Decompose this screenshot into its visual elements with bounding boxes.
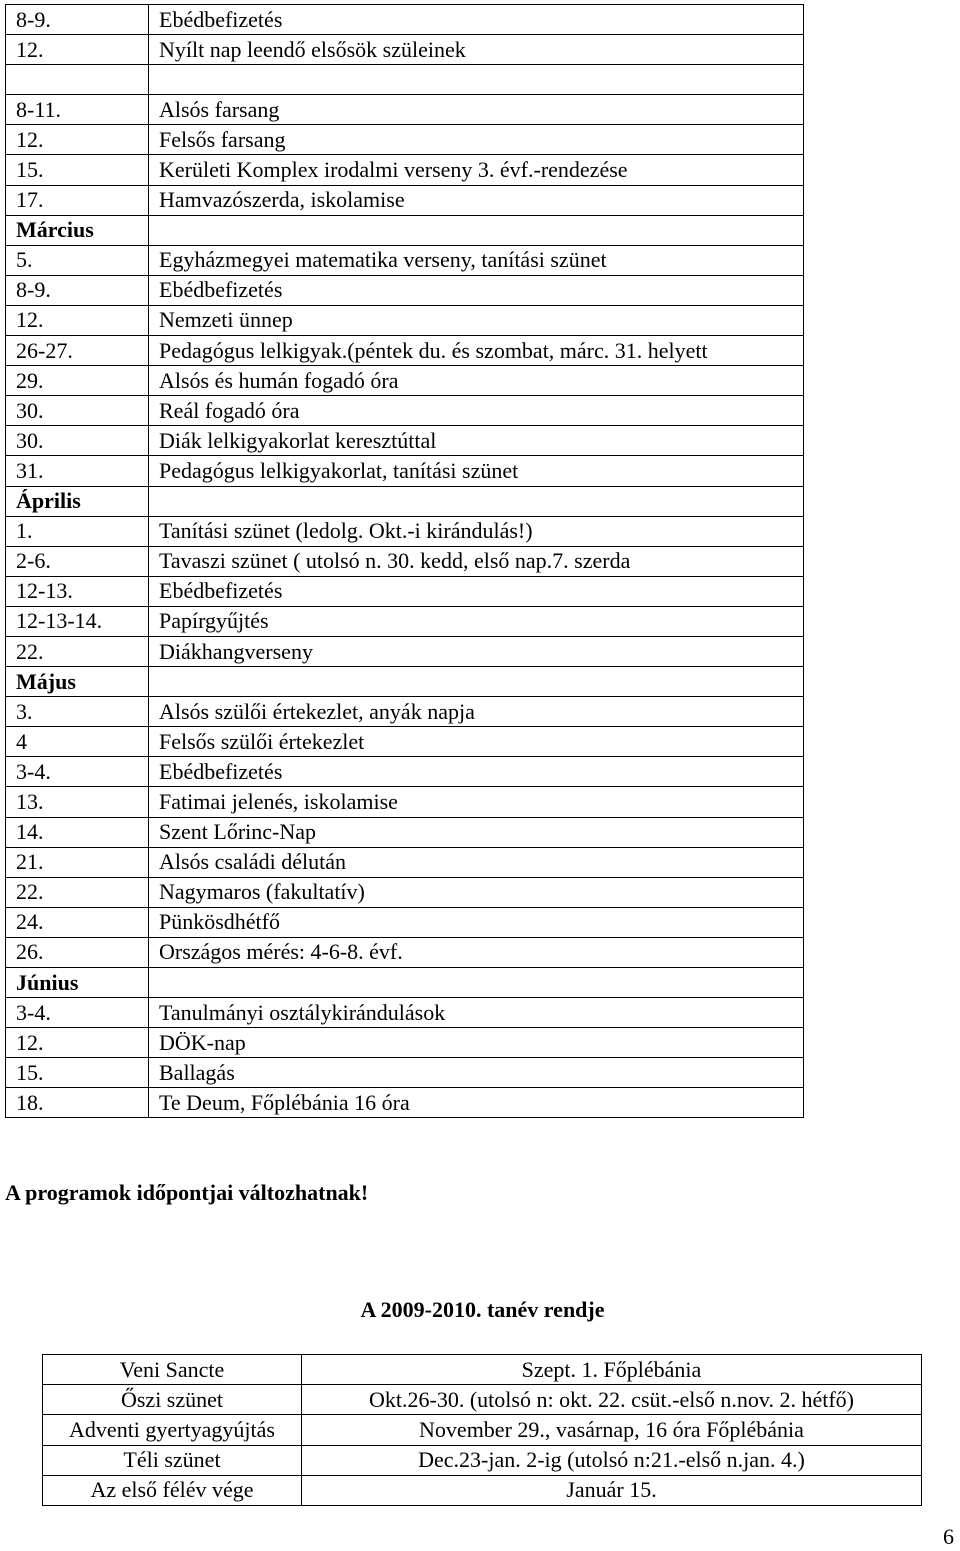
period-value: Január 15.	[302, 1475, 922, 1505]
month-header-row	[6, 215, 804, 245]
event-date: 4	[6, 727, 149, 757]
event-name	[149, 968, 804, 998]
event-name: Ballagás	[149, 1058, 804, 1088]
event-name	[149, 486, 804, 516]
table-row	[6, 636, 804, 666]
event-date: 8-9.	[6, 275, 149, 305]
event-name: Pünkösdhétfő	[149, 907, 804, 937]
table-row	[6, 65, 804, 95]
event-name: Alsós családi délután	[149, 847, 804, 877]
event-date: 8-9.	[6, 5, 149, 35]
table-row	[6, 185, 804, 215]
event-date: 12-13.	[6, 576, 149, 606]
event-date: 31.	[6, 456, 149, 486]
table-row	[43, 1385, 922, 1415]
table-row	[6, 516, 804, 546]
event-date: 14.	[6, 817, 149, 847]
event-name: Ebédbefizetés	[149, 275, 804, 305]
event-name: DÖK-nap	[149, 1028, 804, 1058]
period-value: Szept. 1. Főplébánia	[302, 1355, 922, 1385]
event-name: Szent Lőrinc-Nap	[149, 817, 804, 847]
period-label: Adventi gyertyagyújtás	[43, 1415, 302, 1445]
event-name: Papírgyűjtés	[149, 606, 804, 636]
event-name: Alsós farsang	[149, 95, 804, 125]
event-name: Alsós szülői értekezlet, anyák napja	[149, 697, 804, 727]
event-date: 8-11.	[6, 95, 149, 125]
event-date: 29.	[6, 366, 149, 396]
month-name: Március	[6, 215, 149, 245]
table-row	[6, 757, 804, 787]
event-name: Kerületi Komplex irodalmi verseny 3. évf.-rendezése	[149, 155, 804, 185]
event-date: 26-27.	[6, 336, 149, 366]
table-row	[6, 907, 804, 937]
event-date: 21.	[6, 847, 149, 877]
table-row	[6, 396, 804, 426]
table-row	[6, 305, 804, 335]
event-name: Ebédbefizetés	[149, 576, 804, 606]
period-label: Az első félév vége	[43, 1475, 302, 1505]
event-name: Fatimai jelenés, iskolamise	[149, 787, 804, 817]
table-row	[6, 787, 804, 817]
event-date: 3.	[6, 697, 149, 727]
event-date: 5.	[6, 245, 149, 275]
changes-notice: A programok időpontjai változhatnak!	[5, 1180, 369, 1205]
event-name: Pedagógus lelkigyak.(péntek du. és szombat, márc. 31. helyett	[149, 336, 804, 366]
event-name: Nyílt nap leendő elsősök szüleinek	[149, 35, 804, 65]
table-row	[6, 95, 804, 125]
table-row	[6, 697, 804, 727]
table-row	[6, 998, 804, 1028]
table-row	[43, 1415, 922, 1445]
event-name	[149, 65, 804, 95]
event-date: 12-13-14.	[6, 606, 149, 636]
event-name: Alsós és humán fogadó óra	[149, 366, 804, 396]
event-name: Felsős farsang	[149, 125, 804, 155]
event-date: 3-4.	[6, 757, 149, 787]
event-name: Felsős szülői értekezlet	[149, 727, 804, 757]
table-row	[43, 1355, 922, 1385]
event-date: 1.	[6, 516, 149, 546]
event-name: Egyházmegyei matematika verseny, tanítási szünet	[149, 245, 804, 275]
table-row	[43, 1445, 922, 1475]
event-name: Ebédbefizetés	[149, 5, 804, 35]
page-number: 6	[943, 1524, 954, 1549]
event-date: 12.	[6, 125, 149, 155]
event-name	[149, 667, 804, 697]
table-row	[6, 1028, 804, 1058]
month-name: Április	[6, 486, 149, 516]
period-value: November 29., vasárnap, 16 óra Főplébánia	[302, 1415, 922, 1445]
event-name: Te Deum, Főplébánia 16 óra	[149, 1088, 804, 1118]
table-row	[6, 847, 804, 877]
event-date: 30.	[6, 396, 149, 426]
table-row	[6, 5, 804, 35]
table-row	[6, 727, 804, 757]
table-row	[6, 245, 804, 275]
event-name: Tavaszi szünet ( utolsó n. 30. kedd, első nap.7. szerda	[149, 546, 804, 576]
school-year-title: A 2009-2010. tanév rendje	[360, 1297, 605, 1322]
event-date	[6, 65, 149, 95]
schedule-table	[5, 4, 804, 1118]
period-label: Téli szünet	[43, 1445, 302, 1475]
table-row	[6, 1088, 804, 1118]
table-row	[6, 155, 804, 185]
period-value: Dec.23-jan. 2-ig (utolsó n:21.-első n.jan. 4.)	[302, 1445, 922, 1475]
month-name: Június	[6, 968, 149, 998]
table-row	[6, 275, 804, 305]
table-row	[6, 336, 804, 366]
event-date: 13.	[6, 787, 149, 817]
event-name: Hamvazószerda, iskolamise	[149, 185, 804, 215]
event-date: 12.	[6, 1028, 149, 1058]
month-header-row	[6, 667, 804, 697]
period-value: Okt.26-30. (utolsó n: okt. 22. csüt.-első n.nov. 2. hétfő)	[302, 1385, 922, 1415]
table-row	[6, 366, 804, 396]
table-row	[6, 125, 804, 155]
event-date: 30.	[6, 426, 149, 456]
schedule-body	[6, 5, 804, 1118]
event-date: 15.	[6, 155, 149, 185]
month-header-row	[6, 486, 804, 516]
event-date: 22.	[6, 636, 149, 666]
event-name	[149, 215, 804, 245]
month-name: Május	[6, 667, 149, 697]
summary-body	[43, 1355, 922, 1506]
table-row	[6, 35, 804, 65]
event-date: 18.	[6, 1088, 149, 1118]
table-row	[6, 817, 804, 847]
event-date: 26.	[6, 937, 149, 967]
event-date: 3-4.	[6, 998, 149, 1028]
table-row	[6, 426, 804, 456]
event-date: 2-6.	[6, 546, 149, 576]
event-name: Országos mérés: 4-6-8. évf.	[149, 937, 804, 967]
table-row	[6, 1058, 804, 1088]
event-name: Nagymaros (fakultatív)	[149, 877, 804, 907]
period-label: Veni Sancte	[43, 1355, 302, 1385]
event-date: 12.	[6, 305, 149, 335]
table-row	[6, 606, 804, 636]
event-date: 24.	[6, 907, 149, 937]
event-date: 12.	[6, 35, 149, 65]
month-header-row	[6, 968, 804, 998]
event-date: 15.	[6, 1058, 149, 1088]
event-name: Diák lelkigyakorlat keresztúttal	[149, 426, 804, 456]
event-name: Diákhangverseny	[149, 636, 804, 666]
event-name: Nemzeti ünnep	[149, 305, 804, 335]
table-row	[43, 1475, 922, 1505]
period-label: Őszi szünet	[43, 1385, 302, 1415]
table-row	[6, 877, 804, 907]
event-name: Tanítási szünet (ledolg. Okt.-i kirándulás!)	[149, 516, 804, 546]
school-year-summary-table	[42, 1354, 922, 1506]
event-name: Reál fogadó óra	[149, 396, 804, 426]
event-date: 17.	[6, 185, 149, 215]
table-row	[6, 546, 804, 576]
event-date: 22.	[6, 877, 149, 907]
event-name: Pedagógus lelkigyakorlat, tanítási szünet	[149, 456, 804, 486]
table-row	[6, 937, 804, 967]
table-row	[6, 456, 804, 486]
table-row	[6, 576, 804, 606]
event-name: Tanulmányi osztálykirándulások	[149, 998, 804, 1028]
event-name: Ebédbefizetés	[149, 757, 804, 787]
